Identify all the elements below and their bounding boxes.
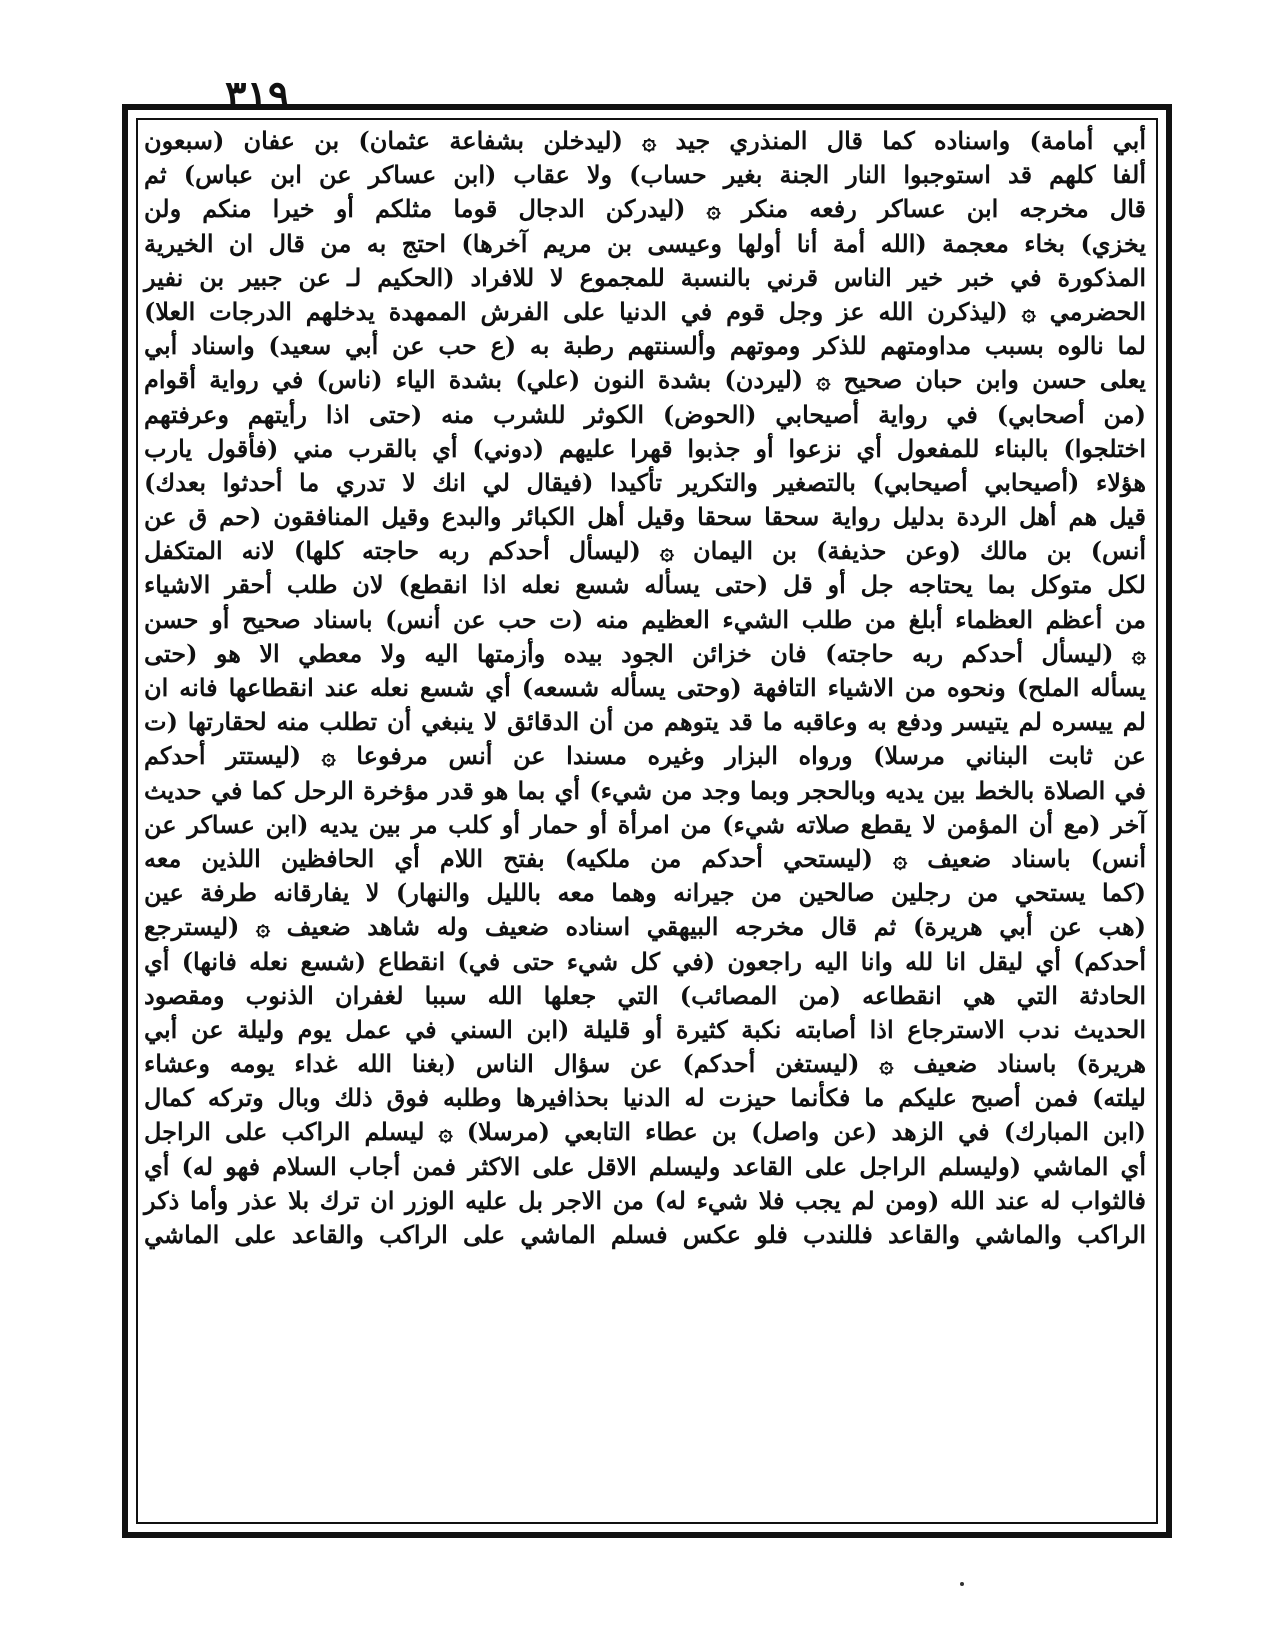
text-line: أبي أمامة) واسناده كما قال المنذري جيد ۞ (ليدخلن بشفاعة عثمان) بن عفان (سبعون (144, 126, 1146, 155)
text-line: ليلته) فمن أصبح عليكم ما فكأنما حيزت له الدنيا بحذافيرها وطلبه فوق ذلك وبال وتركه كمال (144, 1083, 1146, 1113)
text-line: لم ييسره لم يتيسر ودفع به وعاقبه ما قد يتوهم من أن الدقائق لا ينبغي أن تطلب منه لحقارتها (ت (144, 707, 1146, 737)
text-line: الحديث ندب الاسترجاع اذا أصابته نكبة كثيرة أو قليلة (ابن السني في عمل يوم وليلة عن أبي (144, 1014, 1146, 1044)
text-line: لما نالوه بسبب مداومتهم للذكر وموتهم وألسنتهم رطبة به (ع حب عن أبي سعيد) واسناد أبي (144, 331, 1146, 361)
text-line: (كما يستحي من رجلين صالحين من جيرانه وهما معه بالليل والنهار) لا يفارقانه طرفة عين (144, 878, 1146, 908)
text-line: من أعظم العظماء أبلغ من طلب الشيء العظيم منه (ت حب عن أنس) باسناد صحيح أو حسن (144, 604, 1146, 634)
text-line: المذكورة في خبر خير الناس قرني بالنسبة للمجموع لا للافراد (الحكيم لـ عن جبير بن نفير (144, 262, 1147, 292)
text-line: يعلى حسن وابن حبان صحيح ۞ (ليردن) بشدة النون (علي) بشدة الياء (ناس) في رواية أقوام (144, 365, 1146, 395)
scan-dot (960, 1582, 964, 1586)
text-line: الحضرمي ۞ (ليذكرن الله عز وجل قوم في الدنيا على الفرش الممهدة يدخلهم الدرجات العلا) (144, 296, 1146, 326)
text-line: ألفا كلهم قد استوجبوا النار الجنة بغير حساب) ولا عقاب (ابن عساكر عن ابن عباس) ثم (144, 160, 1146, 190)
text-line: (من أصحابي) في رواية أصيحابي (الحوض) الكوثر للشرب منه (حتى اذا رأيتهم وعرفتهم (144, 399, 1146, 429)
text-line: أي الماشي (وليسلم الراجل على القاعد وليسلم الاقل على الاكثر فمن أجاب السلام فهو له) أي (144, 1151, 1146, 1181)
text-line: قال مخرجه ابن عساكر رفعه منكر ۞ (ليدركن الدجال قوما مثلكم أو خيرا منكم ولن (144, 194, 1146, 224)
text-line: يسأله الملح) ونحوه من الاشياء التافهة (وحتى يسأله شسعه) أي شسع نعله عند انقطاعها فانه ان (144, 673, 1146, 702)
text-body (134, 124, 1156, 1528)
text-line: في الصلاة بالخط بين يديه وبالحجر وبما وجد من شيء) أي بما هو قدر مؤخرة الرحل كما في حديث (144, 775, 1146, 805)
text-line: أنس) بن مالك (وعن حذيفة) بن اليمان ۞ (ليسأل أحدكم ربه حاجته كلها) لانه المتكفل (144, 536, 1146, 566)
text-line: فالثواب له عند الله (ومن لم يجب فلا شيء له) من الاجر بل عليه الوزر ان ترك بلا عذر وأما ذكر (144, 1185, 1146, 1215)
text-line: ۞ (ليسأل أحدكم ربه حاجته) فان خزائن الجود بيده وأزمتها اليه ولا معطي الا هو (حتى (144, 638, 1146, 668)
text-line: يخزي) بخاء معجمة (الله أمة أنا أولها وعيسى بن مريم آخرها) احتج به من قال ان الخيرية (144, 228, 1146, 258)
text-line: (هب عن أبي هريرة) ثم قال مخرجه البيهقي اسناده ضعيف وله شاهد ضعيف ۞ (ليسترجع (144, 912, 1146, 942)
text-line: هؤلاء (أصيحابي أصيحابي) بالتصغير والتكرير تأكيدا (فيقال لي انك لا تدري ما أحدثوا بعدك) (144, 467, 1146, 497)
text-line: قيل هم أهل الردة بدليل رواية سحقا سحقا وقيل أهل الكبائر والبدع وقيل المنافقون (حم ق عن (144, 502, 1146, 532)
text-line: لكل متوكل بما يحتاجه جل أو قل (حتى يسأله شسع نعله اذا انقطع) لان طلب أحقر الاشياء (144, 570, 1146, 600)
page-number: ٣١٩ (225, 72, 290, 119)
text-line: أحدكم) أي ليقل انا لله وانا اليه راجعون (في كل شيء حتى في) انقطاع (شسع نعله فانها) أي (144, 946, 1146, 976)
text-line: آخر (مع أن المؤمن لا يقطع صلاته شيء) من امرأة أو حمار أو كلب مر بين يديه (ابن عساكر عن (144, 809, 1146, 839)
text-line: هريرة) باسناد ضعيف ۞ (ليستغن أحدكم) عن سؤال الناس (بغنا الله غداء يومه وعشاء (144, 1049, 1146, 1079)
text-line: اختلجوا) بالبناء للمفعول أي نزعوا أو جذبوا قهرا عليهم (دوني) أي بالقرب مني (فأقول يارب (144, 433, 1146, 463)
text-line: عن ثابت البناني مرسلا) ورواه البزار وغيره مسندا عن أنس مرفوعا ۞ (ليستتر أحدكم (144, 741, 1146, 771)
text-line: أنس) باسناد ضعيف ۞ (ليستحي أحدكم من ملكيه) بفتح اللام أي الحافظين اللذين معه (144, 843, 1146, 873)
text-line: (ابن المبارك) في الزهد (عن واصل) بن عطاء التابعي (مرسلا) ۞ ليسلم الراكب على الراجل (144, 1117, 1146, 1147)
text-line: الحادثة التي هي انقطاعه (من المصائب) التي جعلها الله سببا لغفران الذنوب ومقصود (144, 980, 1146, 1010)
text-line: الراكب والماشي والقاعد فللندب فلو عكس فسلم الماشي على الراكب والقاعد على الماشي (144, 1220, 1146, 1249)
